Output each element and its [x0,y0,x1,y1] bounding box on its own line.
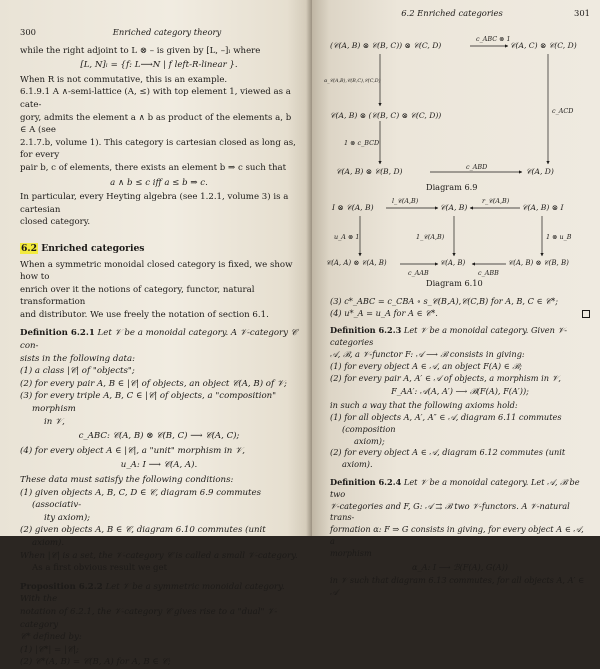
node-610-top-mid: 𝒞(A, B) [440,202,468,212]
definition-item: (2) for every object A ∈ 𝒜, diagram 6.12 commutes (unit axiom). [330,447,566,470]
label-c-abd: c_ABD [466,162,488,171]
label-identity: 1_𝒞(A,B) [416,232,445,241]
body-line: (3) c*_ABC = c_CBA ∘ s_𝒞(B,A),𝒞(C,B) for A, B, C ∈ 𝒞*; [330,295,558,306]
node-610-bottom-right: 𝒞(A, B) ⊗ 𝒞(B, B) [508,258,569,267]
proposition-item: (1) |𝒞*| = |𝒞|; [20,644,79,655]
label-l: l_𝒞(A,B) [392,196,419,205]
label-r: r_𝒞(A,B) [482,196,510,205]
body-line [330,308,590,320]
node-bottom-right: 𝒞(A, D) [526,166,554,176]
definition-line [330,477,590,501]
body-line: When R is not commutative, this is an example. [20,74,228,85]
left-running-head [20,26,298,39]
body-line-text: (4) u*_A = u_A for A ∈ 𝒞*. [330,307,438,318]
definition-line: in 𝒱 such that diagram 6.13 commutes, for all objects A, A′ ∈ 𝒜 [330,575,585,598]
section-number: 6.2 [21,242,37,254]
definition-item: (1) for all objects A, A′, A″ ∈ 𝒜, diagram 6.11 commutes (composition [330,411,562,434]
body-line: In particular, every Heyting algebra (see 1.2.1, volume 3) is a cartesian [20,192,289,215]
node-610-bottom-left: 𝒞(A, A) ⊗ 𝒞(A, B) [326,258,387,267]
label-1-c-bcd: 1 ⊗ c_BCD [344,138,380,147]
definition-item: (2) for every pair A, A′ ∈ 𝒜 of objects, a morphism in 𝒱, [330,372,562,383]
node-lower-left: 𝒞(A, B) ⊗ 𝒞(B, D) [336,166,403,176]
definition-item: in 𝒱, [44,416,65,427]
definition-label: Definition 6.2.4 [330,476,402,487]
definition-line: in such a way that the following axioms hold: [330,400,518,411]
definition-line [20,327,298,352]
display-formula: c_ABC: 𝒞(A, B) ⊗ 𝒞(B, C) ⟶ 𝒞(A, C); [78,431,240,442]
definition-item: axiom); [354,435,385,446]
definition-item: (4) for every object A ∈ |𝒞|, a "unit" morphism in 𝒱, [20,445,245,456]
node-mid-left: 𝒞(A, B) ⊗ (𝒞(B, C) ⊗ 𝒞(C, D)) [330,110,442,120]
definition-line: 𝒜, ℬ, a 𝒱-functor F: 𝒜 ⟶ ℬ consists in giving: [330,348,525,359]
display-formula: α_A: I ⟶ ℬ(F(A), G(A)) [412,561,508,572]
definition-text: Let 𝒱 be a monoidal category. Given 𝒱-categories [330,325,568,348]
definition-line: morphism [330,547,372,558]
proposition-line [20,581,298,606]
label-c-abb: c_ABB [478,268,499,277]
section-title: Enriched categories [41,242,145,254]
body-line: pair b, c of elements, there exists an element b ⇒ c such that [20,162,287,173]
definition-line: sists in the following data: [20,353,135,364]
display-formula: a ∧ b ≤ c iff a ≤ b ⇒ c. [110,177,208,188]
commutative-diagrams [324,26,590,278]
caption-diagram-6-10: Diagram 6.10 [426,277,483,288]
node-610-top-left: I ⊗ 𝒞(A, B) [332,202,374,212]
body-line: enrich over it the notions of category, functor, natural transformation [20,284,255,308]
display-formula: [L, N]ₗ = {f: L⟶N | f left-R-linear }. [80,60,238,71]
proposition-label: Proposition 6.2.2 [20,581,103,592]
label-c-abc: c_ABC ⊗ 1 [476,34,511,43]
body-line: 6.1.9.1 A ∧-semi-lattice (A, ≤) with top element 1, viewed as a cate- [20,87,291,110]
definition-label: Definition 6.2.3 [330,325,402,336]
definition-text: Let 𝒱 be a monoidal category. Let 𝒜, ℬ be two [330,476,580,499]
definition-line: 𝒱-categories and F, G: 𝒜 ⇉ ℬ two 𝒱-functors. A 𝒱-natural trans- [330,500,570,523]
proposition-item: (2) 𝒞*(A, B) = 𝒞(B, A) for A, B ∈ 𝒞; [20,657,171,668]
left-page-number: 300 [20,27,36,37]
label-c-aab: c_AAB [408,268,429,277]
body-line: gory, admits the element a ∧ b as product of the elements a, b ∈ A (see [20,112,292,136]
proposition-line: 𝒞* defined by: [20,632,82,643]
section-heading [20,243,298,256]
right-page [312,0,600,598]
right-running-head [330,8,590,20]
definition-item: (2) for every pair A, B ∈ |𝒞| of objects, an object 𝒞(A, B) of 𝒱; [20,378,287,389]
definition-item: ity axiom); [44,512,91,523]
node-610-bottom-mid: 𝒞(A, B) [440,258,466,267]
label-alpha: α_𝒞(A,B),𝒞(B,C),𝒞(C,D) [324,78,381,84]
definition-line: formation α: F ⇒ G consists in giving, for every object A ∈ 𝒜, a [330,524,584,546]
definition-text: Let 𝒱 be a monoidal category. A 𝒱-category 𝒞 con- [20,328,298,352]
definition-line: When |𝒞| is a set, the 𝒱-category 𝒞 is called a small 𝒱-category. [20,550,298,561]
definition-line: These data must satisfy the following conditions: [20,475,234,485]
body-line: As a first obvious result we get [32,563,168,574]
right-running-title: 6.2 Enriched categories [401,8,503,18]
definition-item: (1) a class |𝒞| of "objects"; [20,366,135,377]
display-formula: F_AA′: 𝒜(A, A′) ⟶ ℬ(F(A), F(A′)); [391,386,529,397]
node-610-top-right: 𝒞(A, B) ⊗ I [522,202,564,212]
definition-line [330,325,590,349]
left-running-title: Enriched category theory [112,27,222,37]
definition-item: (1) given objects A, B, C, D ∈ 𝒞, diagram 6.9 commutes (associativ- [20,487,261,511]
body-line: 2.1.7.b, volume 1). This category is cartesian closed as long as, for every [20,137,296,161]
definition-item: (2) given objects A, B ∈ 𝒞, diagram 6.10 commutes (unit axiom). [20,525,266,548]
definition-item: (1) for every object A ∈ 𝒜, an object F(A) ∈ ℬ; [330,360,522,371]
display-formula: u_A: I ⟶ 𝒞(A, A). [120,460,198,471]
body-line: and distributor. We use freely the notation of section 6.1. [20,309,269,320]
body-line: When a symmetric monoidal closed category is fixed, we show how to [20,259,293,283]
definition-item: (3) for every triple A, B, C ∈ |𝒞| of objects, a "composition" morphism [20,391,277,415]
body-line: while the right adjoint to L ⊗ – is given by [L, –]ₗ where [20,45,261,56]
body-line: closed category. [20,217,91,228]
node-top-right: 𝒞(A, C) ⊗ 𝒞(C, D) [510,40,577,50]
label-ub: 1 ⊗ u_B [546,232,572,241]
qed-square-icon [582,310,590,318]
definition-label: Definition 6.2.1 [20,328,95,339]
label-c-acd: c_ACD [552,106,574,115]
node-top-left: (𝒞(A, B) ⊗ 𝒞(B, C)) ⊗ 𝒞(C, D) [330,40,442,50]
label-ua: u_A ⊗ 1 [334,232,360,241]
proposition-line: notation of 6.2.1, the 𝒱-category 𝒞 gives rise to a "dual" 𝒱-category [20,606,278,630]
right-page-number: 301 [574,8,590,18]
proposition-text: Let 𝒱 be a symmetric monoidal category. With the [20,581,285,605]
caption-diagram-6-9: Diagram 6.9 [426,181,478,192]
